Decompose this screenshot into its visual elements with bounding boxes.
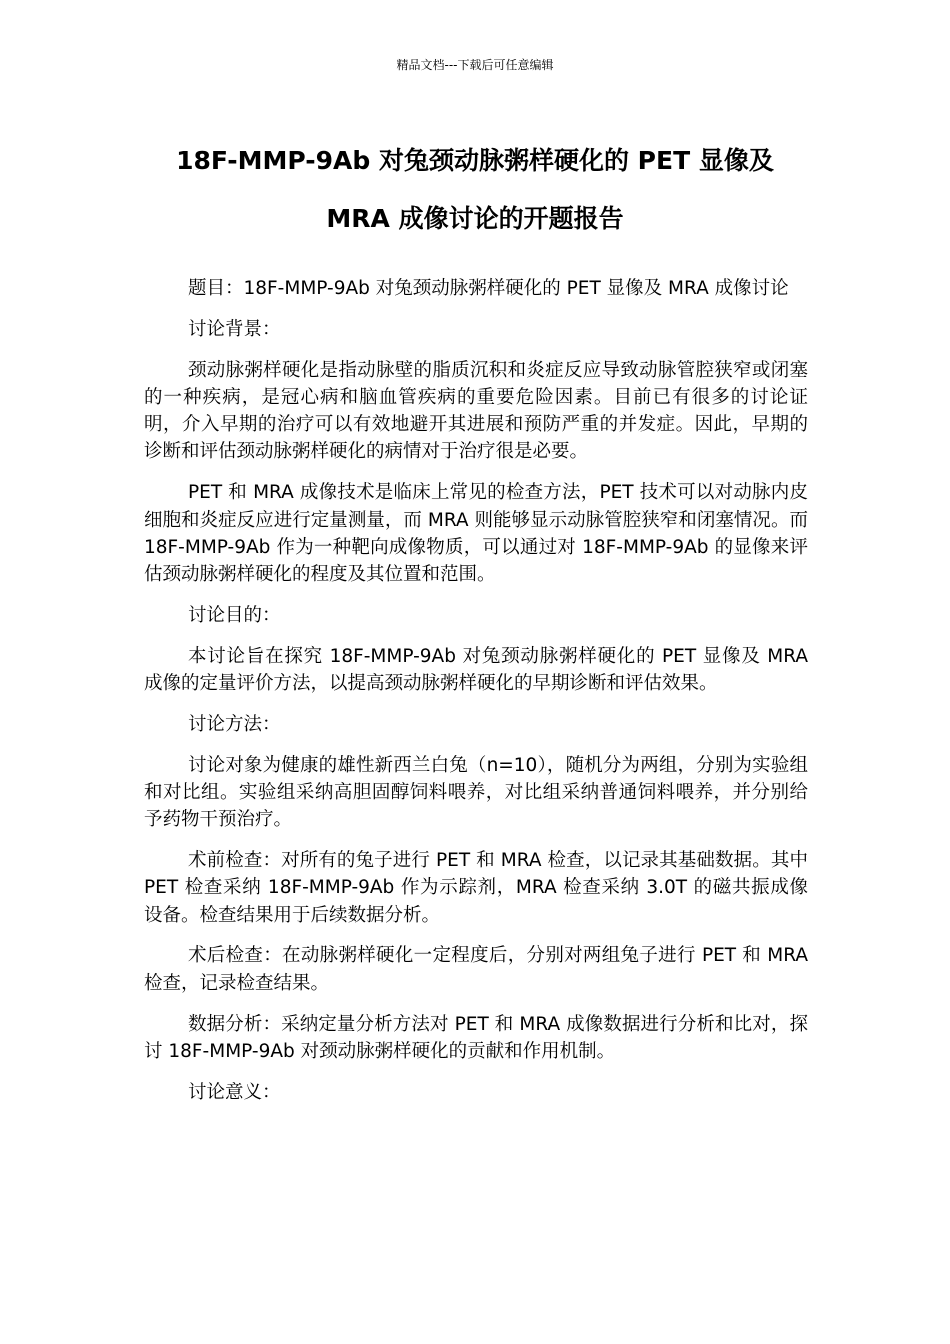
paragraph-preop-exam: 术前检查：对所有的兔子进行 PET 和 MRA 检查，以记录其基础数据。其中 PET 检查采纳 18F-MMP-9Ab 作为示踪剂，MRA 检查采纳 3.0T 的磁共振成像设备。检查结果用于后续数据分析。: [144, 850, 808, 926]
title-line-2: MRA 成像讨论的开题报告: [326, 204, 624, 233]
paragraph-postop-exam: 术后检查：在动脉粥样硬化一定程度后，分别对两组兔子进行 PET 和 MRA 检查，记录检查结果。: [144, 945, 808, 994]
header-note: 精品文档---下载后可任意编辑: [396, 58, 554, 72]
document-title: [140, 132, 810, 248]
document-body: [144, 275, 808, 1119]
heading-purpose: 讨论目的：: [188, 604, 281, 626]
heading-significance: 讨论意义：: [188, 1081, 281, 1103]
paragraph-data-analysis: 数据分析：采纳定量分析方法对 PET 和 MRA 成像数据进行分析和比对，探讨 18F-MMP-9Ab 对颈动脉粥样硬化的贡献和作用机制。: [144, 1013, 808, 1062]
paragraph-topic: 题目：18F-MMP-9Ab 对兔颈动脉粥样硬化的 PET 显像及 MRA 成像讨论: [188, 278, 789, 299]
paragraph-purpose: 本讨论旨在探究 18F-MMP-9Ab 对兔颈动脉粥样硬化的 PET 显像及 MRA 成像的定量评价方法，以提高颈动脉粥样硬化的早期诊断和评估效果。: [144, 645, 808, 695]
paragraph-background-1: 颈动脉粥样硬化是指动脉壁的脂质沉积和炎症反应导致动脉管腔狭窄或闭塞的一种疾病，是冠心病和脑血管疾病的重要危险因素。目前已有很多的讨论证明，介入早期的治疗可以有效地避开其进展和预防严重的并发症。因此，早期的诊断和评估颈动脉粥样硬化的病情对于治疗很是必要。: [144, 359, 808, 463]
heading-methods: 讨论方法：: [188, 713, 281, 735]
title-line-1: 18F-MMP-9Ab 对兔颈动脉粥样硬化的 PET 显像及: [176, 146, 774, 175]
heading-background: 讨论背景：: [188, 318, 281, 340]
paragraph-background-2: PET 和 MRA 成像技术是临床上常见的检查方法，PET 技术可以对动脉内皮细胞和炎症反应进行定量测量，而 MRA 则能够显示动脉管腔狭窄和闭塞情况。而 18F-MMP-9Ab 作为一种靶向成像物质，可以通过对 18F-MMP-9Ab 的显像来评估颈动脉粥样硬化的程度及其位置和范围。: [144, 482, 808, 586]
paragraph-subjects: 讨论对象为健康的雄性新西兰白兔（n=10），随机分为两组，分别为实验组和对比组。实验组采纳高胆固醇饲料喂养，对比组采纳普通饲料喂养，并分别给予药物干预治疗。: [144, 754, 808, 831]
